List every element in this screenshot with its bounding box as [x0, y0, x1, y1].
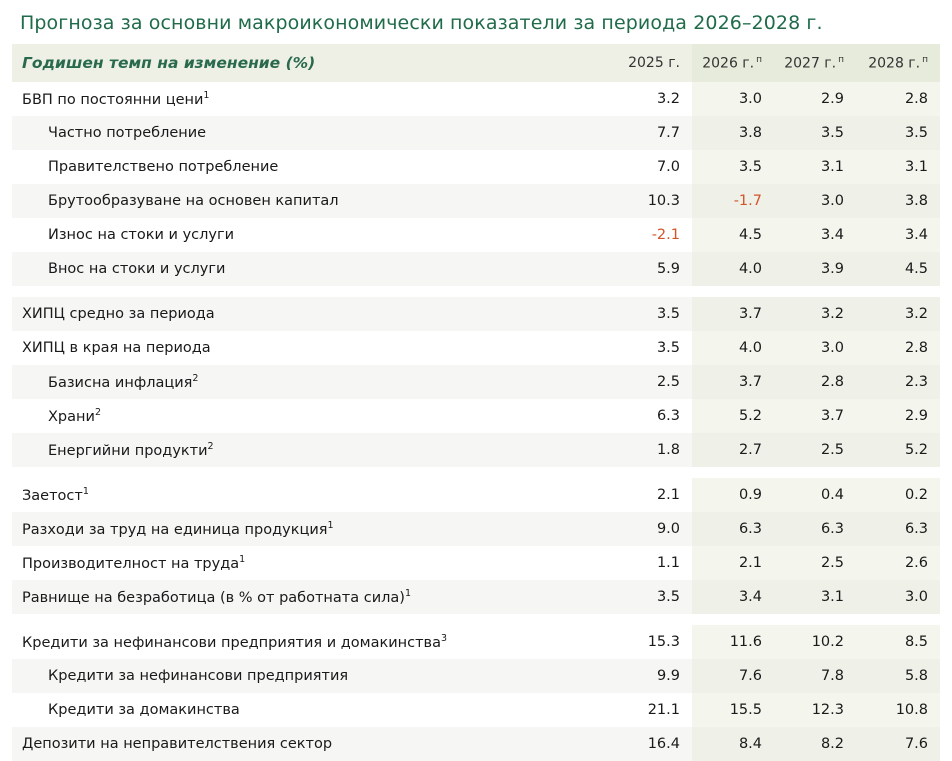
row-label: Брутообразуване на основен капитал — [12, 184, 608, 218]
row-value: 10.3 — [608, 184, 692, 218]
header-year-2025-text: 2025 г. — [628, 55, 680, 71]
row-value: 11.6 — [692, 625, 774, 659]
row-value: 2.8 — [774, 365, 856, 399]
row-value: 8.4 — [692, 727, 774, 761]
row-label: Износ на стоки и услуги — [48, 227, 235, 243]
table-spacer-cell — [692, 467, 774, 478]
row-value: 3.7 — [692, 297, 774, 331]
row-value: 3.1 — [856, 150, 940, 184]
row-value: 0.9 — [692, 478, 774, 512]
row-value: 5.8 — [856, 659, 940, 693]
row-label: Производителност на труда$^1$ — [22, 554, 246, 572]
row-value: 4.0 — [692, 331, 774, 365]
row-label: Депозити на неправителствения сектор — [12, 727, 608, 761]
row-value: 2.8 — [856, 82, 940, 116]
table-row — [12, 580, 940, 614]
footnote-marker: 3 — [440, 633, 448, 645]
row-label: Разходи за труд на единица продукция$^1$ — [12, 512, 608, 546]
table-row — [12, 116, 940, 150]
row-value: 3.5 — [608, 297, 692, 331]
header-label: Годишен темп на изменение (%) — [12, 44, 608, 82]
header-year-2027 — [774, 44, 856, 82]
row-value: 4.5 — [692, 218, 774, 252]
row-value: 1.8 — [608, 433, 692, 467]
header-year-2027-sup: п — [838, 54, 844, 65]
row-label: Равнище на безработица (в % от работната сила)$^1$ — [12, 580, 608, 614]
footnote-marker: 1 — [327, 520, 334, 532]
row-value: 2.8 — [856, 331, 940, 365]
row-value: 12.3 — [774, 693, 856, 727]
table-spacer-row — [12, 467, 940, 478]
page-title: Прогноза за основни макроикономически показатели за периода 2026–2028 г. — [20, 12, 823, 34]
row-value: 6.3 — [774, 512, 856, 546]
table-spacer-cell — [608, 467, 692, 478]
table-body — [12, 82, 940, 761]
row-value — [692, 184, 774, 218]
table-row — [12, 625, 940, 659]
row-value: 2.9 — [856, 399, 940, 433]
row-label: Кредити за нефинансови предприятия и домакинства$^3$ — [22, 633, 448, 651]
table-header — [12, 44, 940, 82]
row-value: 3.7 — [774, 399, 856, 433]
row-value — [608, 218, 692, 252]
header-year-2027-text: 2027 г. — [784, 55, 837, 72]
footnote-marker: 2 — [207, 441, 214, 453]
row-value: 9.0 — [608, 512, 692, 546]
table-row — [12, 546, 940, 580]
row-value: 1.1 — [656, 555, 680, 571]
table-row — [12, 659, 940, 693]
negative-value: -2.1 — [651, 227, 680, 243]
row-value: 3.0 — [692, 82, 774, 116]
row-value: 2.5 — [774, 433, 856, 467]
table-spacer-cell — [608, 286, 692, 297]
row-value: 3.5 — [774, 116, 856, 150]
table-spacer-cell — [12, 467, 608, 478]
row-value: 3.4 — [774, 218, 856, 252]
row-value: 3.2 — [656, 91, 680, 107]
row-value: 2.5 — [774, 546, 856, 580]
footnote-marker: 1 — [82, 486, 89, 498]
table-row — [12, 693, 940, 727]
row-value: 5.2 — [856, 433, 940, 467]
header-year-2026-sup: п — [756, 54, 762, 65]
footnote-marker: 2 — [94, 407, 101, 419]
table-row — [12, 218, 940, 252]
row-value: 16.4 — [608, 727, 692, 761]
row-value: 3.4 — [692, 580, 774, 614]
negative-value: -1.7 — [733, 193, 762, 209]
row-label: Правителствено потребление — [48, 159, 279, 175]
row-value: 3.0 — [774, 331, 856, 365]
row-label: Кредити за домакинства — [48, 702, 240, 718]
row-value: 3.0 — [856, 580, 940, 614]
row-value: 4.5 — [856, 252, 940, 286]
row-value: 3.4 — [856, 218, 940, 252]
row-label: ХИПЦ в края на периода — [22, 340, 211, 356]
table-row — [12, 150, 940, 184]
row-value: 6.3 — [856, 512, 940, 546]
row-label: Внос на стоки и услуги — [12, 252, 608, 286]
row-value: 3.1 — [774, 150, 856, 184]
table-row — [12, 365, 940, 399]
table-spacer-row — [12, 286, 940, 297]
row-value: 7.0 — [656, 159, 680, 175]
header-year-2025 — [608, 44, 692, 82]
table-row — [12, 252, 940, 286]
table-row — [12, 331, 940, 365]
header-year-2028 — [856, 44, 940, 82]
table-row — [12, 82, 940, 116]
row-value: 3.5 — [608, 580, 692, 614]
row-value: 2.3 — [856, 365, 940, 399]
table-row — [12, 478, 940, 512]
table-spacer-cell — [774, 286, 856, 297]
row-value: 3.2 — [774, 297, 856, 331]
row-value: 3.8 — [856, 184, 940, 218]
table-row — [12, 399, 940, 433]
row-value: 5.2 — [692, 399, 774, 433]
table-row — [12, 433, 940, 467]
row-value: 2.5 — [608, 365, 692, 399]
row-value: 5.9 — [608, 252, 692, 286]
table-spacer-cell — [774, 614, 856, 625]
row-label: Енергийни продукти$^2$ — [12, 433, 608, 467]
table-spacer-cell — [774, 467, 856, 478]
row-value: 3.5 — [692, 150, 774, 184]
row-value: 2.1 — [692, 546, 774, 580]
row-value: 2.6 — [856, 546, 940, 580]
row-value: 7.8 — [774, 659, 856, 693]
footnote-marker: 2 — [192, 373, 199, 385]
table-spacer-cell — [692, 286, 774, 297]
row-value: 3.0 — [774, 184, 856, 218]
row-label: Заетост$^1$ — [22, 486, 89, 504]
row-value: 15.5 — [692, 693, 774, 727]
row-value: 7.6 — [856, 727, 940, 761]
table-row — [12, 297, 940, 331]
table-spacer-cell — [692, 614, 774, 625]
row-value: 3.2 — [856, 297, 940, 331]
table-spacer-row — [12, 614, 940, 625]
row-label: Частно потребление — [12, 116, 608, 150]
row-value: 8.2 — [774, 727, 856, 761]
row-value: 3.5 — [856, 116, 940, 150]
row-label: Базисна инфлация$^2$ — [12, 365, 608, 399]
row-value: 0.2 — [856, 478, 940, 512]
table-row — [12, 512, 940, 546]
row-value: 6.3 — [692, 512, 774, 546]
table-row — [12, 184, 940, 218]
row-label: Кредити за нефинансови предприятия — [12, 659, 608, 693]
row-value: 21.1 — [647, 702, 680, 718]
row-value: 3.5 — [656, 340, 680, 356]
table-spacer-cell — [12, 614, 608, 625]
forecast-table — [12, 44, 940, 761]
table-spacer-cell — [856, 467, 940, 478]
row-label: ХИПЦ средно за периода — [12, 297, 608, 331]
row-value: 15.3 — [647, 634, 680, 650]
header-year-2028-text: 2028 г. — [868, 55, 921, 72]
header-year-2026-text: 2026 г. — [702, 55, 755, 72]
row-label: Храни$^2$ — [48, 407, 101, 425]
table-spacer-cell — [856, 286, 940, 297]
row-value: 10.2 — [774, 625, 856, 659]
footnote-marker: 1 — [203, 90, 210, 102]
header-year-2026 — [692, 44, 774, 82]
row-value: 10.8 — [856, 693, 940, 727]
row-label: БВП по постоянни цени$^1$ — [22, 90, 210, 108]
footnote-marker: 1 — [404, 588, 411, 600]
row-value: 4.0 — [692, 252, 774, 286]
footnote-marker: 1 — [239, 554, 246, 566]
row-value: 3.8 — [692, 116, 774, 150]
row-value: 2.9 — [774, 82, 856, 116]
row-value: 2.7 — [692, 433, 774, 467]
table-header-row — [12, 44, 940, 82]
row-value: 2.1 — [656, 487, 680, 503]
row-value: 3.1 — [774, 580, 856, 614]
row-value: 3.9 — [774, 252, 856, 286]
row-value: 3.7 — [692, 365, 774, 399]
header-year-2028-sup: п — [922, 54, 928, 65]
row-value: 9.9 — [608, 659, 692, 693]
row-value: 7.6 — [692, 659, 774, 693]
row-value: 0.4 — [774, 478, 856, 512]
row-value: 7.7 — [608, 116, 692, 150]
row-value: 8.5 — [856, 625, 940, 659]
table-spacer-cell — [856, 614, 940, 625]
table-spacer-cell — [12, 286, 608, 297]
row-value: 6.3 — [656, 408, 680, 424]
table-row — [12, 727, 940, 761]
table-spacer-cell — [608, 614, 692, 625]
